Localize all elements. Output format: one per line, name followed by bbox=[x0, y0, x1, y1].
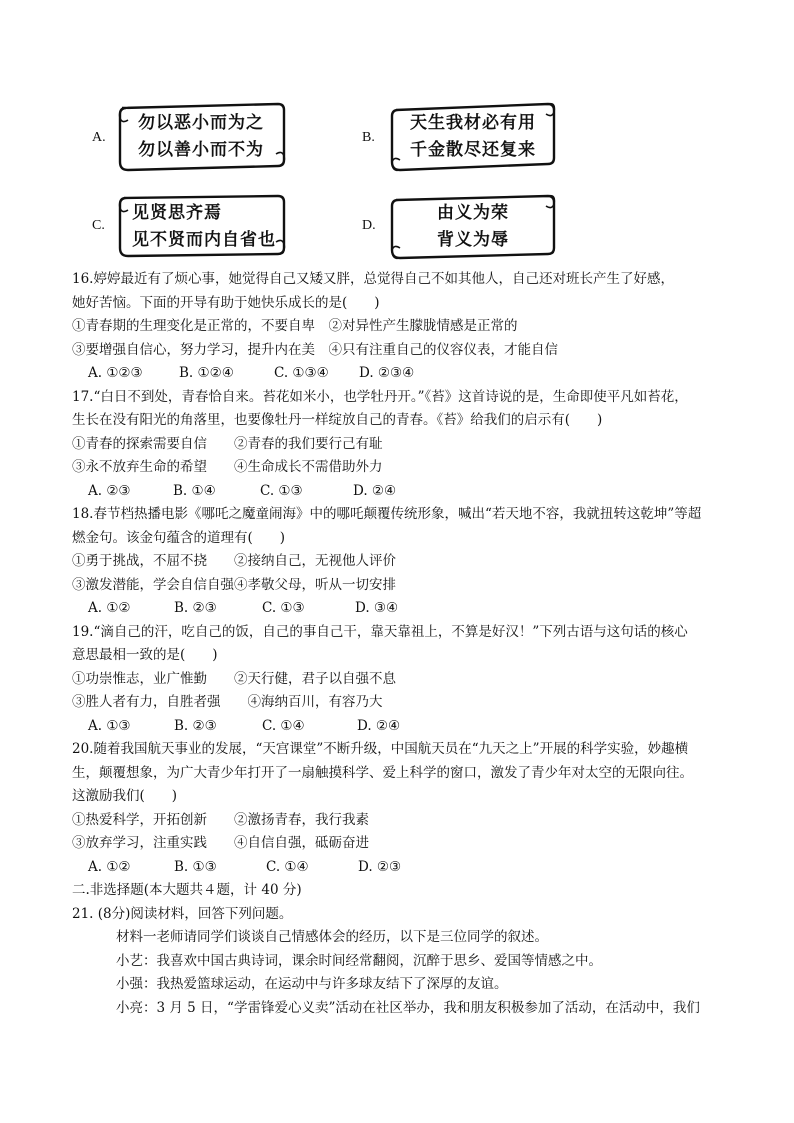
choice-a[interactable]: A. ①②③ bbox=[88, 365, 143, 381]
scroll-d-line-2: 背义为辱 bbox=[437, 230, 509, 250]
choice-c[interactable]: C. ①④ bbox=[262, 717, 305, 734]
question-stem: 燃金句。该金句蕴含的道理有( ) bbox=[72, 529, 286, 546]
choice-c[interactable]: C. ①④ bbox=[266, 858, 309, 875]
choice-d[interactable]: D. ②③ bbox=[358, 858, 402, 875]
question-items: ①青春期的生理变化是正常的，不要自卑 ②对异性产生朦胧情感是正常的 bbox=[72, 318, 518, 334]
question-stem: 18.春节档热播电影《哪吒之魔童闹海》中的哪吒颠覆传统形象，喊出“若天地不容，我就扭转这乾坤”等超 bbox=[72, 506, 702, 522]
answer-choices bbox=[72, 362, 732, 386]
option-letter-b: B. bbox=[362, 130, 375, 145]
answer-choices bbox=[72, 856, 732, 880]
choice-a[interactable]: A. ②③ bbox=[88, 482, 131, 499]
scroll-a-line-1: 勿以恶小而为之 bbox=[138, 113, 264, 133]
question-items: ①热爱科学，开拓创新 ②激扬青春，我行我素 bbox=[72, 811, 369, 828]
scroll-b-line-1: 天生我材必有用 bbox=[410, 113, 536, 133]
question-content bbox=[72, 268, 732, 1020]
scroll-options-row-1 bbox=[0, 98, 794, 178]
choice-c[interactable]: C. ①③ bbox=[260, 482, 303, 499]
material-text: 小亮：3 月 5 日，“学雷锋爱心义卖”活动在社区举办，我和朋友积极参加了活动，在活动中，我们 bbox=[116, 999, 700, 1016]
option-letter-d: D. bbox=[362, 218, 376, 233]
question-items: ③永不放弃生命的希望 ④生命成长不需借助外力 bbox=[72, 459, 383, 475]
choice-b[interactable]: B. ①④ bbox=[173, 482, 216, 499]
answer-choices bbox=[72, 715, 732, 739]
scroll-c-line-2: 见不贤而内自省也 bbox=[132, 230, 276, 250]
choice-d[interactable]: D. ②④ bbox=[357, 717, 401, 734]
question-items: ③放弃学习，注重实践 ④自信自强，砥砺奋进 bbox=[72, 835, 369, 851]
question-items: ①勇于挑战，不屈不挠 ②接纳自己，无视他人评价 bbox=[72, 553, 396, 569]
question-stem: 20.随着我国航天事业的发展，“天宫课堂”不断升级，中国航天员在“九天之上”开展的科学实验，妙趣横 bbox=[72, 741, 689, 757]
choice-b[interactable]: B. ①②④ bbox=[179, 365, 234, 381]
answer-choices bbox=[72, 480, 732, 504]
section-heading: 二.非选择题(本大题共４题，计 40 分) bbox=[72, 882, 302, 898]
question-18 bbox=[72, 503, 732, 621]
question-stem: 16.婷婷最近有了烦心事，她觉得自己又矮又胖，总觉得自己不如其他人，自己还对班长产生了好感， bbox=[72, 271, 674, 287]
scroll-b-line-2: 千金散尽还复来 bbox=[410, 140, 536, 160]
choice-b[interactable]: B. ②③ bbox=[174, 600, 217, 616]
material-text: 材料一老师请同学们谈谈自己情感体会的经历，以下是三位同学的叙述。 bbox=[116, 929, 548, 945]
question-stem: 意思最相一致的是( ) bbox=[72, 647, 218, 663]
question-stem: 21. (8分)阅读材料，回答下列问题。 bbox=[72, 905, 293, 922]
material-text: 小艺：我喜欢中国古典诗词，课余时间经常翻阅，沉醉于思乡、爱国等情感之中。 bbox=[116, 952, 602, 969]
choice-a[interactable]: A. ①② bbox=[88, 600, 131, 616]
question-20 bbox=[72, 738, 732, 879]
question-items: ③要增强自信心，努力学习，提升内在美 ④只有注重自己的仪容仪表，才能自信 bbox=[72, 341, 558, 358]
scroll-c-line-1: 见贤思齐焉 bbox=[132, 203, 222, 223]
choice-a[interactable]: A. ①② bbox=[88, 858, 131, 875]
choice-c[interactable]: C. ①③ bbox=[262, 600, 305, 616]
question-stem: 她好苦恼。下面的开导有助于她快乐成长的是( ) bbox=[72, 294, 380, 311]
scroll-option-c bbox=[116, 188, 286, 262]
choice-a[interactable]: A. ①③ bbox=[88, 717, 131, 734]
question-stem: 生，颠覆想象，为广大青少年打开了一扇触摸科学、爱上科学的窗口，激发了青少年对太空的无限向往。 bbox=[72, 764, 693, 781]
question-21 bbox=[72, 903, 732, 1021]
option-letter-c: C. bbox=[92, 218, 105, 233]
question-stem: 生长在没有阳光的角落里，也要像牡丹一样绽放自己的青春。《苔》给我们的启示有( ) bbox=[72, 412, 603, 428]
question-stem: 17.“白日不到处，青春恰自来。苔花如米小，也学牡丹开。”《苔》这首诗说的是，生命即使平凡如苔花， bbox=[72, 388, 688, 405]
choice-c[interactable]: C. ①③④ bbox=[274, 365, 329, 381]
scroll-option-d bbox=[388, 188, 558, 262]
scroll-option-b bbox=[388, 98, 558, 176]
choice-d[interactable]: D. ②④ bbox=[353, 482, 397, 499]
question-items: ③胜人者有力，自胜者强 ④海纳百川，有容乃大 bbox=[72, 694, 383, 710]
question-stem: 这激励我们( ) bbox=[72, 788, 178, 804]
choice-b[interactable]: B. ②③ bbox=[174, 717, 217, 734]
question-items: ①功崇惟志，业广惟勤 ②天行健，君子以自强不息 bbox=[72, 670, 396, 687]
scroll-a-line-2: 勿以善小而不为 bbox=[138, 140, 264, 160]
choice-d[interactable]: D. ②③④ bbox=[359, 365, 415, 381]
question-17 bbox=[72, 386, 732, 504]
choice-b[interactable]: B. ①③ bbox=[174, 858, 217, 875]
choice-d[interactable]: D. ③④ bbox=[355, 600, 399, 616]
answer-choices bbox=[72, 597, 732, 621]
question-items: ③激发潜能，学会自信自强④孝敬父母，听从一切安排 bbox=[72, 576, 396, 593]
scroll-d-line-1: 由义为荣 bbox=[437, 203, 509, 223]
question-19 bbox=[72, 621, 732, 739]
question-16 bbox=[72, 268, 732, 386]
option-letter-a: A. bbox=[92, 130, 106, 145]
question-stem: 19.“滴自己的汗，吃自己的饭，自己的事自己干，靠天靠祖上，不算是好汉！”下列古语与这句话的核心 bbox=[72, 623, 688, 640]
scroll-option-a bbox=[116, 98, 286, 176]
question-items: ①青春的探索需要自信 ②青春的我们要行己有耻 bbox=[72, 435, 383, 452]
scroll-options-row-2 bbox=[0, 188, 794, 268]
material-text: 小强：我热爱篮球运动，在运动中与许多球友结下了深厚的友谊。 bbox=[116, 976, 508, 992]
